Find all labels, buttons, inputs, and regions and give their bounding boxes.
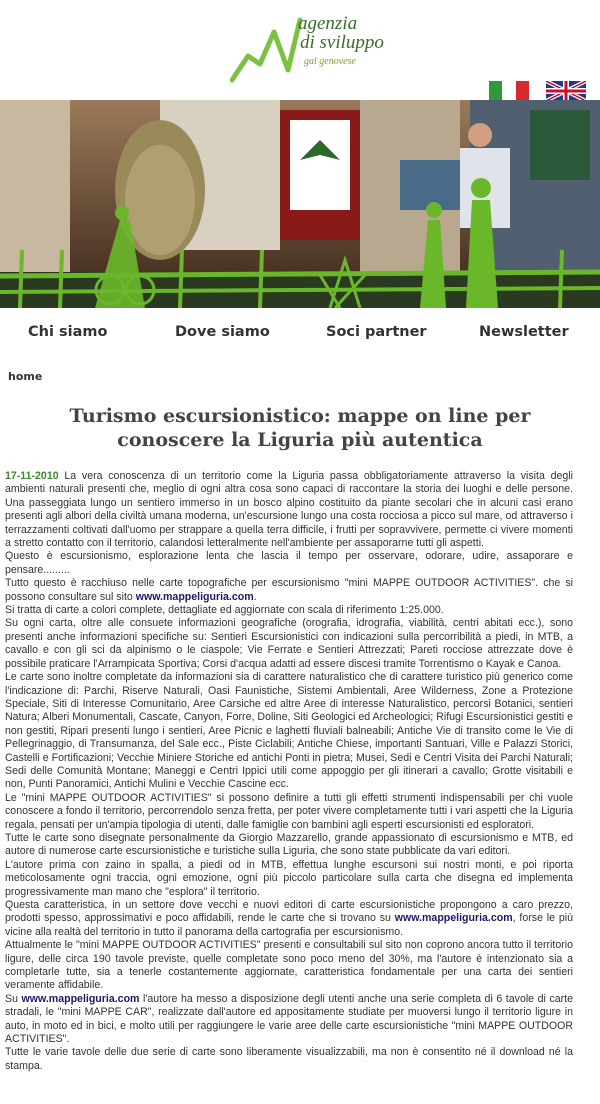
article-paragraph — [5, 577, 573, 604]
paragraph-text: Su — [5, 992, 22, 1005]
mappeliguria-link[interactable]: www.mappeliguria.com — [394, 912, 513, 925]
nav-chi-siamo[interactable]: Chi siamo — [28, 324, 108, 340]
paragraph-text: . — [253, 590, 257, 603]
article-paragraph: Su ogni carta, oltre alle consuete informazioni geografiche (orografia, idrografia, viabilità, centri abitati ecc.), sono presenti anche informazioni specifiche su: Sentieri Escursionistici con indicazioni sulla percorribilità a piedi, in MTB, a cavallo e con gli sci da alpinismo o le ciaspole; Vie Ferrate e Sentieri Attrezzati; Pareti rocciose attrezzate dove è possibile praticare l'Arrampicata Sportiva; Corsi d'acqua adatti ad essere discesi tramite Torrentismo o Kayak e Canoa. — [5, 617, 573, 670]
article-paragraph: Tutte le varie tavole delle due serie di carte sono liberamente visualizzabili, ma non è consentito né il download né la stampa. — [5, 1046, 573, 1072]
header-photo — [0, 100, 600, 308]
article-paragraph: Questo è escursionismo, esplorazione lenta che lascia il tempo per osservare, odorare, udire, assaporare e pensare......... — [5, 550, 573, 576]
nav-soci-partner[interactable]: Soci partner — [326, 324, 427, 340]
article-date: 17-11-2010 — [5, 470, 59, 482]
paragraph-text: , forse le più vicine alla realtà del territorio in tutto il panorama della cartografia per escursionismo. — [5, 912, 573, 938]
paragraph-text: La vera conoscenza di un territorio come la Liguria passa obbligatoriamente attraverso la visita degli ambienti naturali presenti che, meglio di ogni altra cosa sono capaci di raccontare la storia dei luoghi e delle persone. Una passeggiata lungo un sentiero immerso in un bosco alpino costituito da piante secolari che in alcuni casi erano presenti agli albori della civiltà umana moderna, un'escursione lungo una costa rocciosa a picco sul mare, od attraverso i terrazzamenti coltivati dall'uomo per strappare a quella terra difficile, i frutti per sopravvivere, permette ci vivere momenti a stretto contatto con il territorio, calandosi letteralmente nell'ambiente per assaporarne tutti gli aspetti. — [5, 470, 573, 550]
main-nav — [0, 318, 600, 348]
flag-italy-icon[interactable] — [489, 81, 529, 101]
article-paragraph — [5, 470, 573, 550]
logo-text — [298, 14, 384, 67]
paragraph-text: Tutto questo è racchiuso nelle carte topografiche per escursionismo "mini MAPPE OUTDOOR ACTIVITIES". che si possono consultare sul sito — [5, 577, 573, 603]
article-body — [5, 470, 573, 1073]
logo-line-2: di sviluppo — [300, 32, 384, 53]
article-paragraph: Le carte sono inoltre completate da informazioni sia di carattere naturalistico che di carattere turistico più generico come l'indicazione di: Parchi, Riserve Naturali, Oasi Faunistiche, Sistemi Ambientali, Aree Wilderness, Zone a Protezione Speciale, Siti di Interesse Comunitario, Aree Carsiche ed altre Aree di interesse Naturalistico, percorsi Botanici, sentieri Natura; Alberi Monumentali, Cascate, Canyon, Forre, Doline, Siti Geologici ed Archeologici; Rifugi Escursionistici gestiti e non gestiti, Ripari presenti lungo i sentieri, Aree Picnic e laghetti fluviali balneabili; Antiche Vie di transito come le Vie di Pellegrinaggio, di Transumanza, del Sale ecc., Piste Ciclabili; Antiche Chiese, importanti Santuari, Ville e Palazzi Storici, Castelli e Fortificazioni; Vecchie Miniere Storiche ed antichi Ponti in pietra; Musei, Sedi e Centri Visita dei Parchi Naturali; Sedi delle Comunità Montane; Maneggi e Centri Ippici utili come appoggio per gli itinerari a cavallo; Grotte visitabili e non, Punti Panoramici, Antichi Mulini e Vecchie Cascine ecc. — [5, 671, 573, 791]
logo-line-3: gal genovese — [304, 56, 356, 67]
article-paragraph: Attualmente le "mini MAPPE OUTDOOR ACTIVITIES" presenti e consultabili sul sito non coprono ancora tutto il territorio ligure, delle circa 190 tavole previste, quelle completate sono poco meno del 30%, ma l'autore è intenzionato sia a completarle tutte, sia a tenerle costantemente aggiornate, caratteristica fondamentale per una carta dei sentieri veramente affidabile. — [5, 939, 573, 992]
article-paragraph: Si tratta di carte a colori complete, dettagliate ed aggiornate con scala di riferimento 1:25.000. — [5, 604, 444, 617]
mappeliguria-link[interactable]: www.mappeliguria.com — [21, 992, 140, 1005]
paragraph-text: Questa caratteristica, in un settore dove vecchi e nuovi editori di carte escursionistiche propongono a caro prezzo, prodotti spesso, approssimativi e poco affidabili, rende le carte che si trovano su — [5, 899, 573, 925]
paragraph-text: l'autore ha messo a disposizione degli utenti anche una serie completa di 6 tavole di carte stradali, le "mini MAPPE CAR", realizzate dall'autore ed appositamente studiate per muoversi lungo il territorio ligure in auto, in moto ed in bici, e molto utili per raggiungere le varie aree delle carte escursionistiche "mini MAPPE OUTDOOR ACTIVITIES". — [5, 992, 573, 1046]
logo-line-1: agenzia — [298, 13, 358, 34]
nav-newsletter[interactable]: Newsletter — [479, 324, 569, 340]
breadcrumb-home[interactable]: home — [8, 370, 43, 383]
site-header — [0, 0, 600, 308]
flag-uk-icon[interactable] — [546, 81, 586, 101]
article-paragraph: L'autore prima con zaino in spalla, a piedi od in MTB, effettua lunghe escursoni sui nostri monti, e poi riporta meticolosamente ogni traccia, ogni emozione, ogni più piccolo particolare sulla carta che disegna ed implementa progressivamente man mano che "esplora" il territorio. — [5, 858, 573, 898]
article-paragraph: Le "mini MAPPE OUTDOOR ACTIVITIES" si possono definire a tutti gli effetti strumenti indispensabili per chi vuole conoscere a fondo il territorio, percorrendolo senza fretta, per poter vivere completamente tutti i vari aspetti che la Liguria regala, pensati per un'ampia tipologia di utenti, dalle famiglie con bambini agli esperti escursionisti ed esploratori. — [5, 791, 573, 831]
article-title: Turismo escursionistico: mappe on line per conoscere la Liguria più autentica — [69, 405, 531, 451]
article-paragraph — [5, 899, 573, 939]
article-paragraph — [5, 993, 573, 1047]
mappeliguria-link[interactable]: www.mappeliguria.com — [135, 590, 254, 603]
article-paragraph: Tutte le carte sono disegnate personalmente da Giorgio Mazzarello, grande appassionato di escursionismo e MTB, ed autore di numerose carte escursionistiche e turistiche sulla Liguria, che sono state pubblicate da vari editori. — [5, 831, 573, 858]
nav-dove-siamo[interactable]: Dove siamo — [175, 324, 270, 340]
